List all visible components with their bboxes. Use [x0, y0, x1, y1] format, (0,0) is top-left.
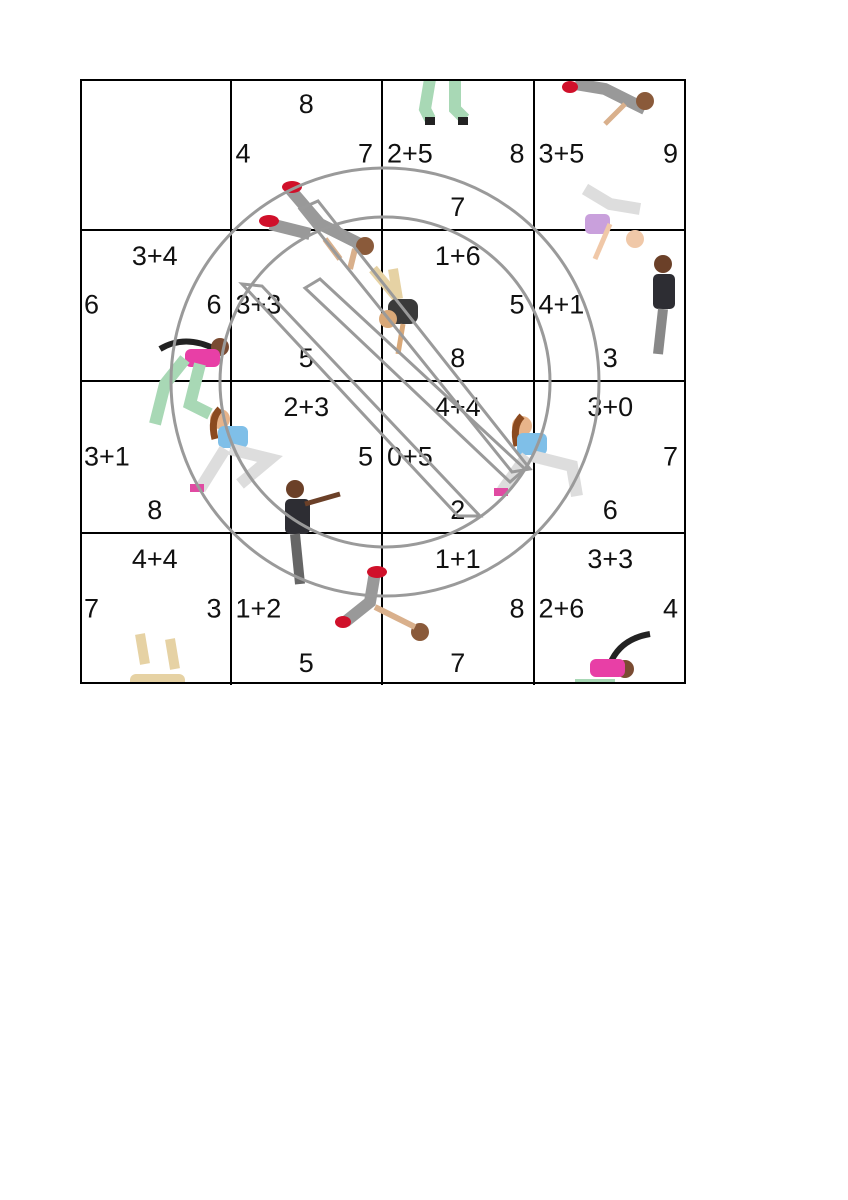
edge-label-left: 1+2: [235, 593, 282, 624]
edge-label-top: 4+4: [131, 543, 178, 574]
edge-label-left: 3+3: [235, 289, 282, 320]
dancer-white-tee-illustration: [373, 269, 418, 354]
dancer-red-sneakers-illustration-3: [335, 566, 429, 641]
edge-label-left: 4: [235, 138, 251, 169]
edge-label-right: 8: [509, 138, 525, 169]
edge-label-left: 2+6: [538, 593, 585, 624]
dancer-green-pants-illustration: [425, 79, 468, 125]
puzzle-board: [80, 79, 686, 684]
edge-label-right: 5: [509, 289, 525, 320]
dancer-handstand-illustration: [585, 189, 644, 259]
dancer-black-outfit-illustration: [285, 480, 340, 584]
dancer-pink-illustration: [155, 338, 229, 424]
edge-label-left: 2+5: [387, 138, 433, 169]
dancer-pink-illustration-2: [575, 634, 650, 684]
edge-label-bottom: 7: [450, 648, 466, 678]
edge-label-right: 8: [509, 593, 525, 624]
edge-label-right: 7: [662, 441, 678, 472]
edge-label-right: 3: [206, 593, 222, 624]
dancer-white-tee-illustration-2: [130, 634, 185, 684]
edge-label-right: 5: [357, 441, 373, 472]
edge-label-bottom: 5: [298, 648, 314, 678]
edge-label-top: 4+4: [434, 392, 481, 422]
edge-label-top: 1+6: [434, 240, 481, 271]
dancer-red-sneakers-illustration-2: [562, 81, 654, 124]
edge-label-right: 6: [206, 289, 222, 320]
edge-label-top: 1+1: [434, 543, 481, 574]
dancer-black-outfit-illustration-2: [653, 255, 675, 354]
edge-label-bottom: 2: [450, 494, 466, 525]
edge-label-left: 6: [84, 289, 100, 320]
dancer-blue-top-illustration: [190, 409, 270, 492]
edge-label-top: 3+4: [131, 240, 178, 271]
edge-label-right: 4: [662, 593, 678, 624]
edge-label-left: 7: [84, 593, 100, 624]
dancer-illustrations: [80, 79, 686, 684]
edge-label-bottom: 8: [450, 343, 466, 373]
edge-label-bottom: 7: [450, 191, 466, 222]
edge-label-top: 3+3: [587, 543, 634, 574]
edge-label-left: 3+1: [84, 441, 130, 472]
edge-label-left: 4+1: [538, 289, 585, 320]
edge-label-bottom: 5: [298, 343, 314, 373]
edge-label-right: 9: [662, 138, 678, 169]
edge-label-top: 2+3: [283, 392, 330, 422]
edge-label-bottom: 3: [602, 343, 618, 373]
edge-label-top: 3+0: [587, 392, 634, 422]
edge-label-left: 3+5: [538, 138, 585, 169]
dancer-blue-top-illustration-2: [494, 416, 577, 496]
edge-label-top: 8: [298, 89, 314, 119]
edge-label-right: 7: [357, 138, 373, 169]
dancer-red-sneakers-illustration: [259, 181, 374, 269]
edge-label-bottom: 8: [147, 494, 163, 525]
edge-label-left: 0+5: [387, 441, 433, 472]
edge-label-bottom: 6: [602, 494, 618, 525]
